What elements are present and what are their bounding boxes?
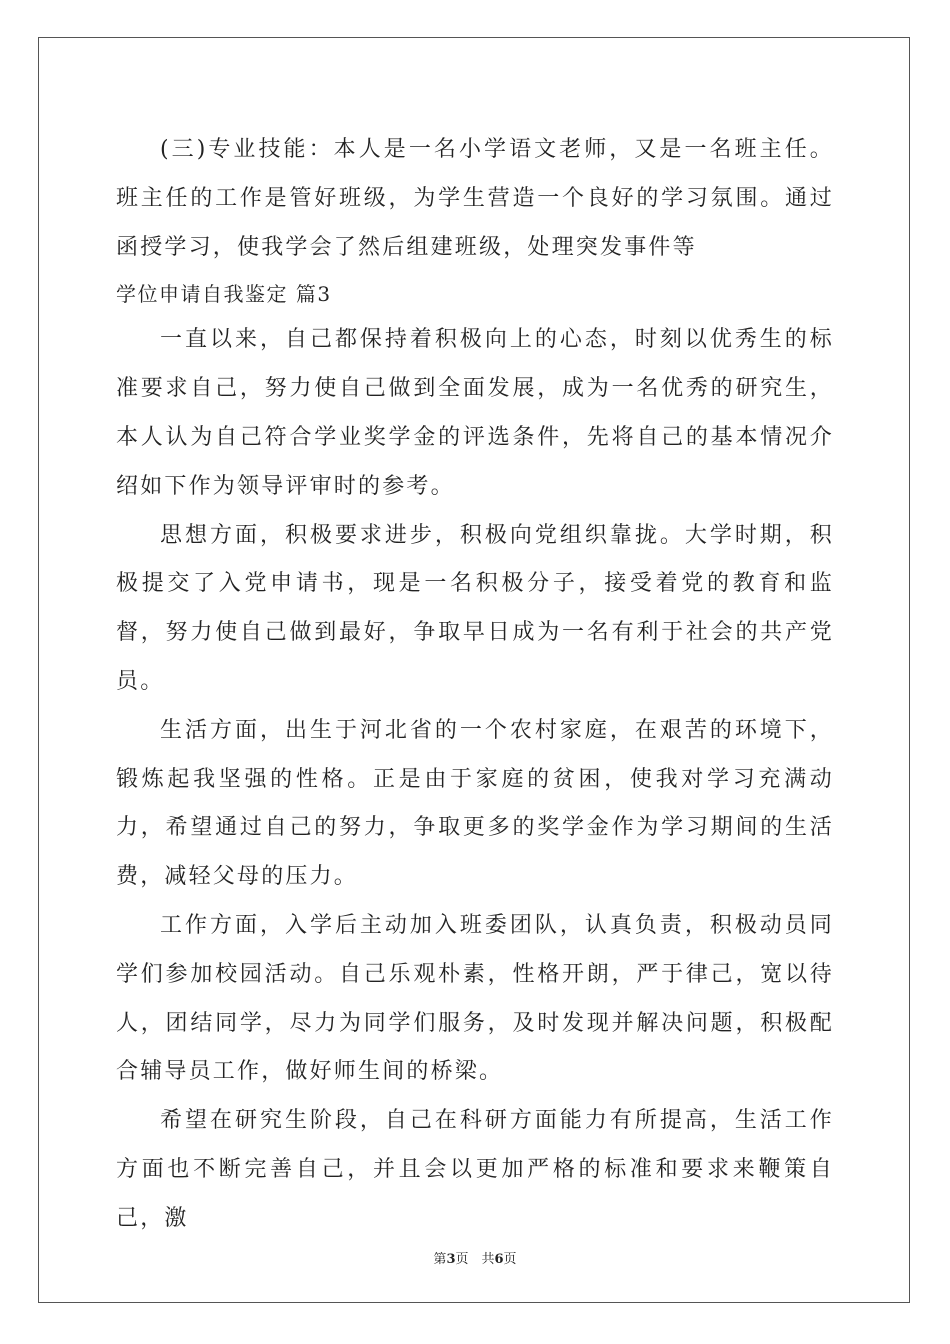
page-footer (0, 1248, 950, 1267)
footer-prefix: 第 (433, 1252, 447, 1267)
footer-total-pages: 6 (494, 1252, 504, 1267)
footer-middle: 页 共 (455, 1252, 495, 1267)
paragraph-intro: 一直以来，自己都保持着积极向上的心态，时刻以优秀生的标准要求自己，努力使自己做到全面发展，成为一名优秀的研究生，本人认为自己符合学业奖学金的评选条件，先将自己的基本情况介绍如下作为领导评审时的参考。 (116, 327, 834, 499)
document-body (116, 126, 834, 1244)
paragraph-ideology: 思想方面，积极要求进步，积极向党组织靠拢。大学时期，积极提交了入党申请书，现是一名积极分子，接受着党的教育和监督，努力使自己做到最好，争取早日成为一名有利于社会的共产党员。 (116, 522, 834, 694)
section-heading: 学位申请自我鉴定 篇3 (116, 282, 332, 307)
paragraph-professional-skills: (三)专业技能：本人是一名小学语文老师，又是一名班主任。班主任的工作是管好班级，为学生营造一个良好的学习氛围。通过函授学习，使我学会了然后组建班级，处理突发事件等 (116, 137, 834, 260)
footer-suffix: 页 (503, 1252, 517, 1267)
footer-current-page: 3 (446, 1252, 456, 1267)
paragraph-hope: 希望在研究生阶段，自己在科研方面能力有所提高，生活工作方面也不断完善自己，并且会以更加严格的标准和要求来鞭策自己，激 (116, 1108, 834, 1231)
paragraph-life: 生活方面，出生于河北省的一个农村家庭，在艰苦的环境下，锻炼起我坚强的性格。正是由于家庭的贫困，使我对学习充满动力，希望通过自己的努力，争取更多的奖学金作为学习期间的生活费，减轻父母的压力。 (116, 717, 834, 890)
paragraph-work: 工作方面，入学后主动加入班委团队，认真负责，积极动员同学们参加校园活动。自己乐观朴素，性格开朗，严于律己，宽以待人，团结同学，尽力为同学们服务，及时发现并解决问题，积极配合辅导员工作，做好师生间的桥梁。 (116, 912, 834, 1085)
